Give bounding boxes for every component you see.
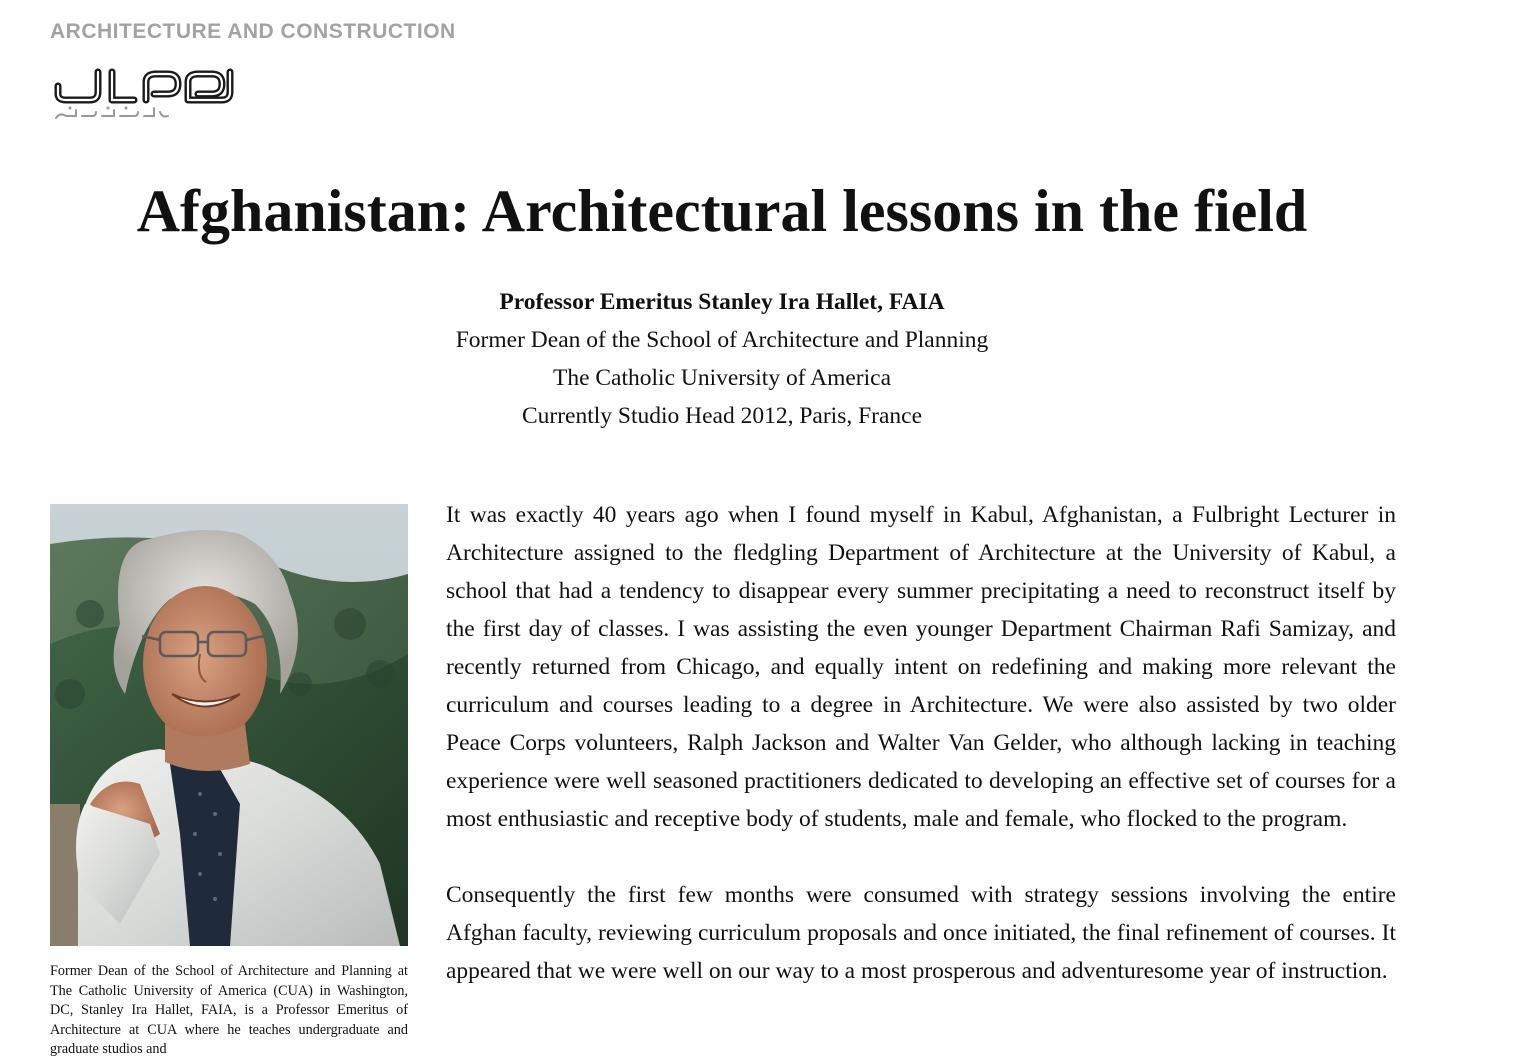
author-affiliation-2: The Catholic University of America	[552, 365, 892, 391]
author-name: Professor Emeritus Stanley Ira Hallet, FAIA	[499, 289, 945, 315]
article-title: Afghanistan: Architectural lessons in the field	[136, 178, 1308, 244]
article-body	[446, 496, 1396, 1028]
author-affiliation-3: Currently Studio Head 2012, Paris, France	[521, 403, 923, 429]
author-photo	[50, 504, 408, 946]
masthead-tagline: ARCHITECTURE AND CONSTRUCTION	[50, 20, 456, 43]
body-paragraph: It was exactly 40 years ago when I found myself in Kabul, Afghanistan, a Fulbright Lecturer in Architecture assigned to the fledgling Department of Architecture at the University of Kabul, a school that had a tendency to disappear every summer precipitating a need to reconstruct itself by the first day of classes. I was assisting the even younger Department Chairman Rafi Samizay, and recently returned from Chicago, and equally intent on redefining and making more relevant the curriculum and courses leading to a degree in Architecture. We were also assisted by two older Peace Corps volunteers, Ralph Jackson and Walter Van Gelder, who although lacking in teaching experience were well seasoned practitioners dedicated to developing an effective set of courses for a most enthusiastic and receptive body of students, male and female, who flocked to the program.	[446, 502, 1396, 832]
photo-caption: Former Dean of the School of Architecture and Planning at The Catholic University of America (CUA) in Washington, DC, Stanley Ira Hallet, FAIA, is a Professor Emeritus of Architecture at CUA where he teaches undergraduate and graduate studios and	[50, 963, 408, 1057]
body-paragraph: Consequently the first few months were consumed with strategy sessions involving the entire Afghan faculty, reviewing curriculum proposals and once initiated, the final refinement of courses. It appeared that we were well on our way to a most prosperous and adventuresome year of instruction.	[446, 882, 1396, 984]
persian-magazine-logo-icon	[50, 42, 250, 122]
byline	[0, 283, 1444, 435]
masthead	[50, 20, 490, 110]
author-affiliation-1: Former Dean of the School of Architecture and Planning	[455, 327, 989, 353]
